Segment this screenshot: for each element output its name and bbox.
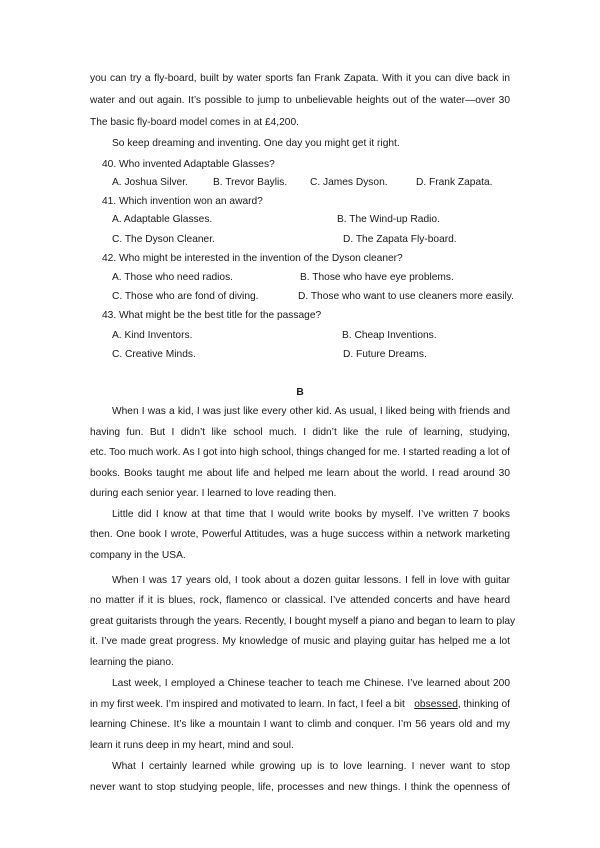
passage-b-p2-line-2: then. One book I wrote, Powerful Attitudes, was a huge success within a network marketing	[90, 529, 510, 540]
passage-b-p1-line-2: having fun. But I didn’t like school much. I didn’t like the rule of learning, studying,	[90, 427, 510, 438]
passage-b-p4-line-2-rest: , thinking of	[457, 699, 510, 710]
passage-b-p4-line-1: Last week, I employed a Chinese teacher to teach me Chinese. I’ve learned about 200	[112, 678, 510, 689]
question-42-stem: 42. Who might be interested in the invention of the Dyson cleaner?	[102, 253, 403, 264]
passage-a-line-1: you can try a fly-board, built by water sports fan Frank Zapata. With it you can dive back in	[90, 73, 510, 84]
question-41-stem: 41. Which invention won an award?	[102, 196, 263, 207]
passage-b-p4-line-4: learn it runs deep in my heart, mind and soul.	[90, 740, 294, 751]
passage-b-p5-line-2: never want to stop studying people, life, processes and new things. I think the openness of	[90, 782, 510, 793]
question-40-option-b[interactable]: B. Trevor Baylis.	[213, 177, 288, 188]
question-42-option-c[interactable]: C. Those who are fond of diving.	[112, 291, 259, 302]
passage-b-p1-line-5: during each senior year. I learned to love reading then.	[90, 488, 337, 499]
passage-b-heading: B	[296, 387, 304, 398]
passage-b-p3-line-2: no matter if it is blues, rock, flamenco or classical. I’ve attended concerts and have heard	[90, 595, 510, 606]
passage-a-closing: So keep dreaming and inventing. One day you might get it right.	[112, 138, 400, 149]
passage-b-p2-line-3: company in the USA.	[90, 550, 186, 561]
question-40-stem: 40. Who invented Adaptable Glasses?	[102, 159, 275, 170]
question-41-option-a[interactable]: A. Adaptable Glasses.	[112, 214, 213, 225]
question-40-option-c[interactable]: C. James Dyson.	[310, 177, 388, 188]
passage-b-p1-line-4: books. Books taught me about life and helped me learn about the world. I read around 30	[90, 468, 510, 479]
question-41-option-c[interactable]: C. The Dyson Cleaner.	[112, 234, 215, 245]
passage-a-line-2: water and out again. It’s possible to jump to unbelievable heights out of the water—over 30	[90, 95, 510, 106]
passage-b-p4-line-2-text: in my first week. I’m inspired and motivated to learn. In fact, I feel a bit	[90, 699, 405, 710]
question-41-option-d[interactable]: D. The Zapata Fly-board.	[343, 234, 457, 245]
underlined-word-obsessed: obsessed	[414, 699, 458, 710]
question-42-option-d[interactable]: D. Those who want to use cleaners more easily.	[298, 291, 514, 302]
question-43-option-d[interactable]: D. Future Dreams.	[343, 349, 427, 360]
passage-b-p5-line-1: What I certainly learned while growing up is to love learning. I never want to stop	[112, 761, 510, 772]
passage-b-p4-line-2	[90, 698, 510, 712]
question-41-option-b[interactable]: B. The Wind-up Radio.	[337, 214, 440, 225]
question-43-stem: 43. What might be the best title for the passage?	[102, 310, 322, 321]
question-43-option-c[interactable]: C. Creative Minds.	[112, 349, 196, 360]
passage-b-p1-line-3: etc. Too much work. As I got into high school, things changed for me. I started reading a lot of	[90, 447, 510, 458]
passage-b-p3-line-3: great guitarists through the years. Recently, I bought myself a piano and began to learn to play	[90, 616, 516, 627]
question-42-option-a[interactable]: A. Those who need radios.	[112, 272, 234, 283]
passage-a-line-3: The basic fly-board model comes in at £4,200.	[90, 117, 299, 128]
passage-b-p3-line-4: it. I’ve made great progress. My knowledge of music and playing guitar has helped me a lot	[90, 636, 510, 647]
question-43-option-b[interactable]: B. Cheap Inventions.	[342, 330, 437, 341]
passage-b-p4-line-3: learning Chinese. It’s like a mountain I want to climb and conquer. I’m 56 years old and my	[90, 719, 510, 730]
question-42-option-b[interactable]: B. Those who have eye problems.	[300, 272, 454, 283]
passage-b-p3-line-1: When I was 17 years old, I took about a dozen guitar lessons. I fell in love with guitar	[112, 575, 510, 586]
passage-b-p3-line-5: learning the piano.	[90, 657, 174, 668]
passage-b-p2-line-1: Little did I know at that time that I would write books by myself. I’ve written 7 books	[112, 509, 510, 520]
question-40-option-d[interactable]: D. Frank Zapata.	[416, 177, 493, 188]
question-40-option-a[interactable]: A. Joshua Silver.	[112, 177, 188, 188]
question-43-option-a[interactable]: A. Kind Inventors.	[112, 330, 193, 341]
passage-b-p4-line-2-tail	[414, 698, 510, 712]
passage-b-p1-line-1: When I was a kid, I was just like every other kid. As usual, I liked being with friends and	[112, 406, 510, 417]
